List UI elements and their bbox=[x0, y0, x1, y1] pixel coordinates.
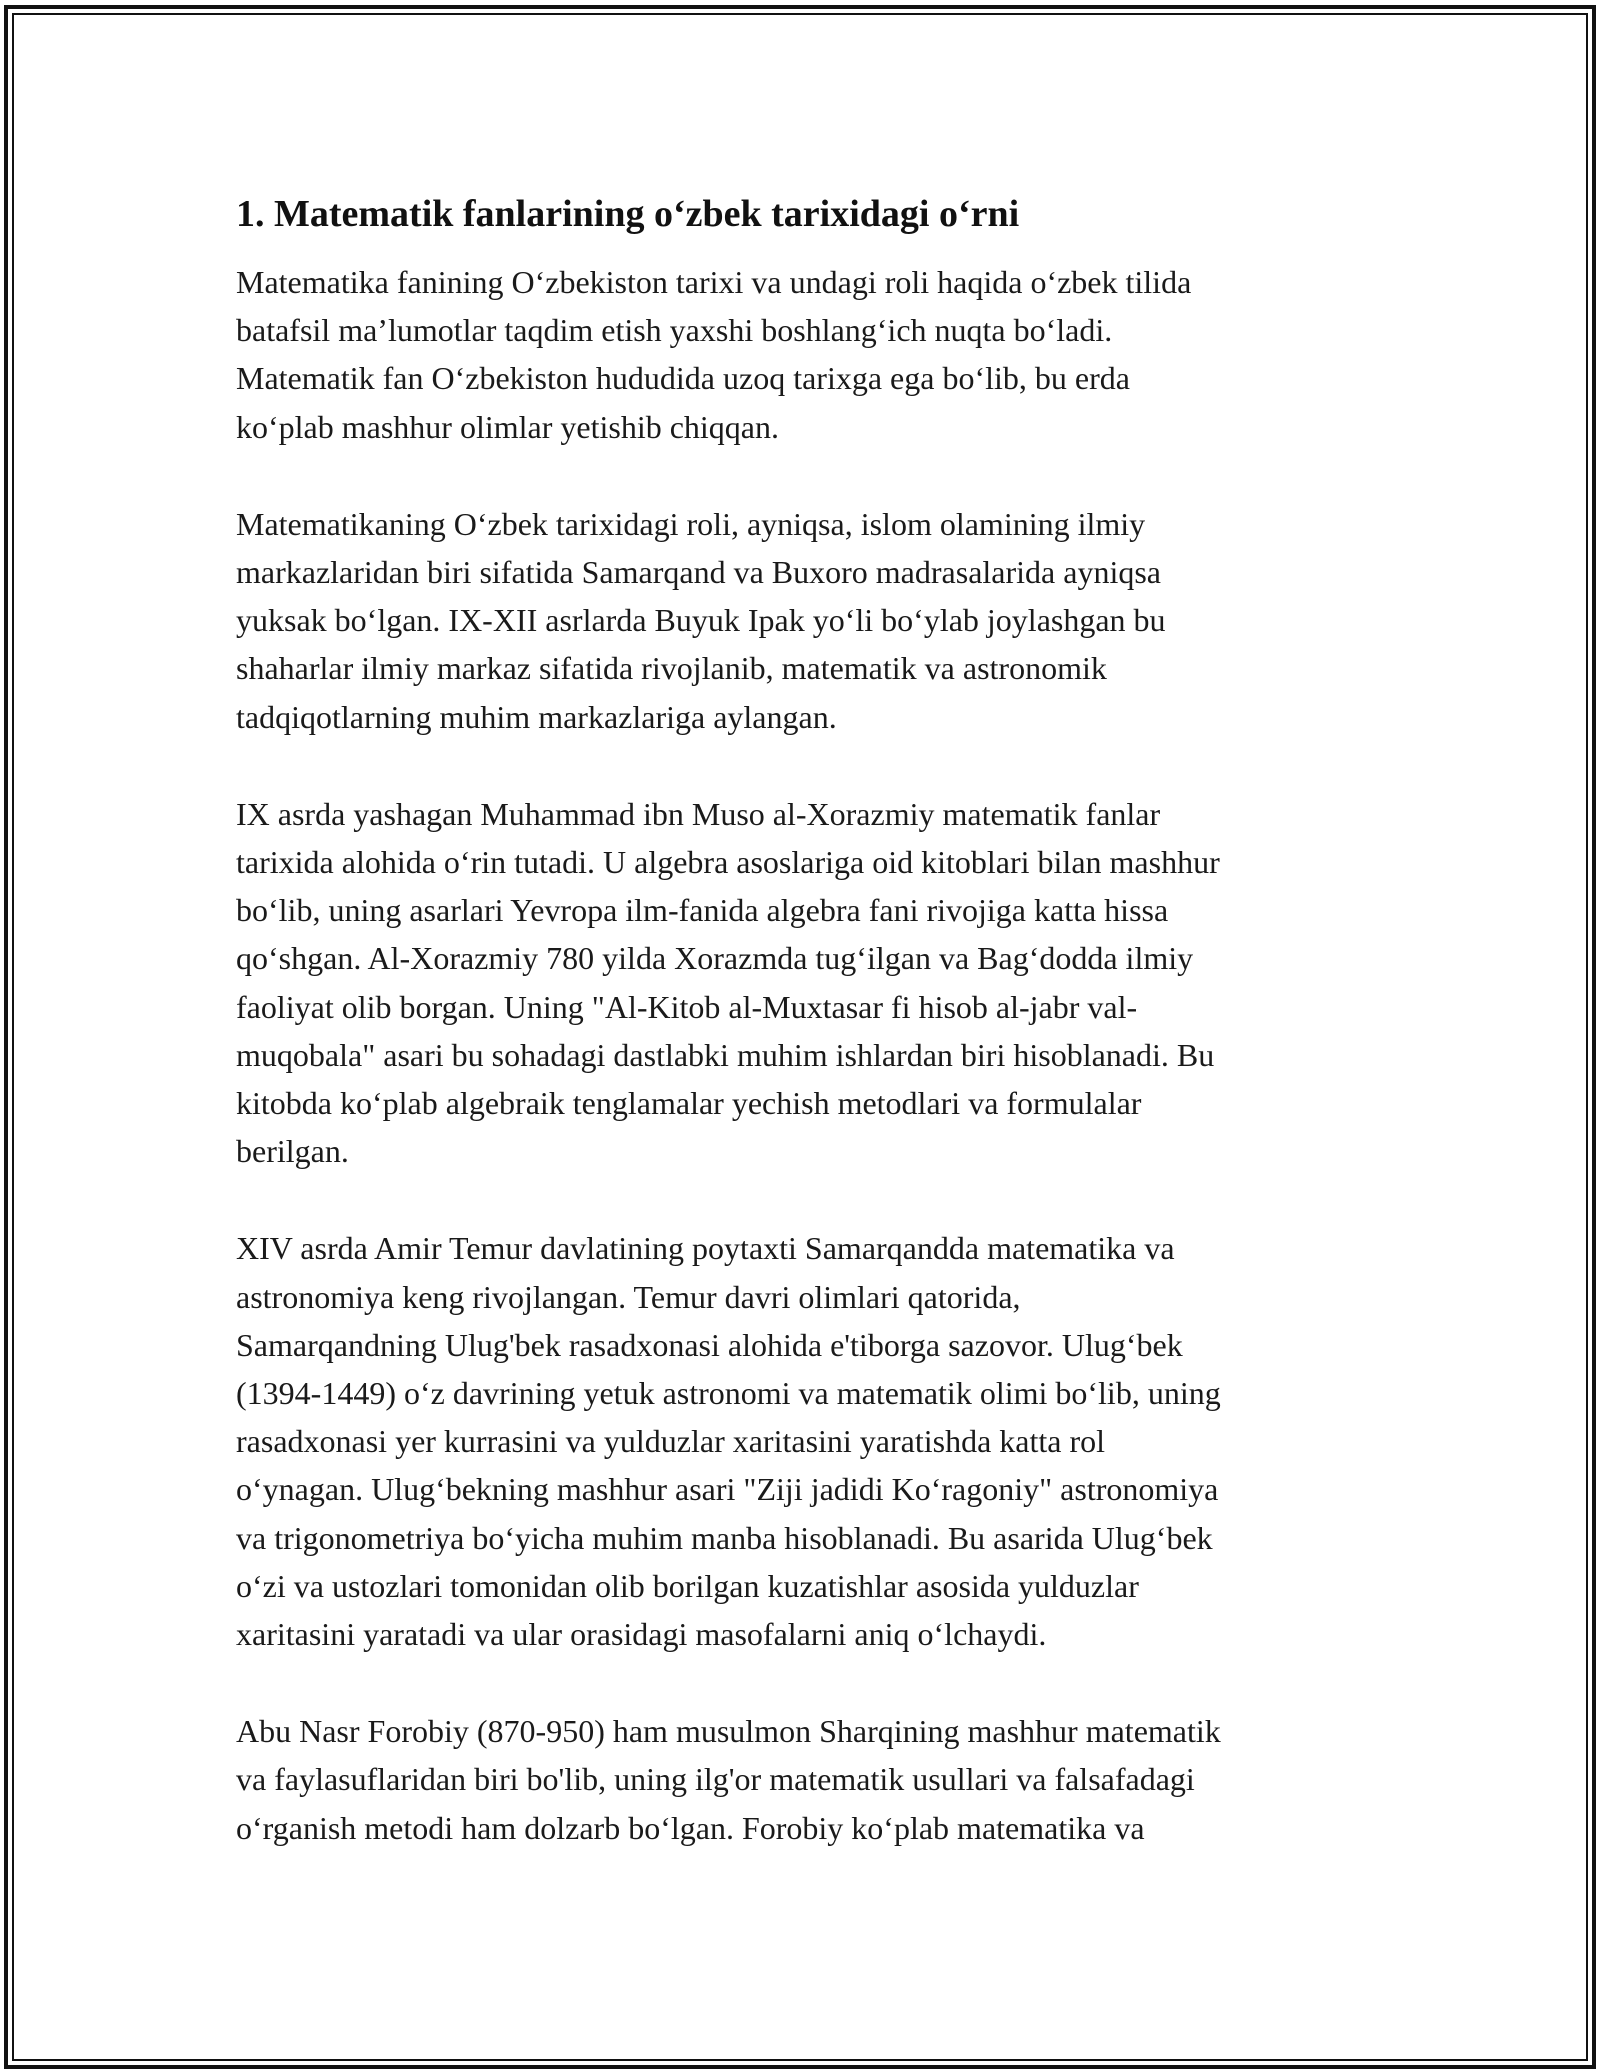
paragraph-al-xorazmiy bbox=[236, 790, 1396, 1176]
text-line: xaritasini yaratadi va ular orasidagi masofalarni aniq o‘lchaydi. bbox=[236, 1616, 1047, 1653]
section-heading: 1. Matematik fanlarining o‘zbek tarixidagi o‘rni bbox=[236, 193, 1020, 235]
paragraph-madrasas bbox=[236, 500, 1396, 741]
paragraph-forobiy bbox=[236, 1707, 1396, 1852]
text-line: Abu Nasr Forobiy (870-950) ham musulmon Sharqining mashhur matematik bbox=[236, 1713, 1221, 1750]
text-line: Matematika fanining O‘zbekiston tarixi va undagi roli haqida o‘zbek tilida bbox=[236, 264, 1192, 300]
text-line: o‘zi va ustozlari tomonidan olib borilgan kuzatishlar asosida yulduzlar bbox=[236, 1567, 1139, 1604]
text-line: tarixida alohida o‘rin tutadi. U algebra asoslariga oid kitoblari bilan mashhur bbox=[236, 844, 1220, 881]
text-line: shaharlar ilmiy markaz sifatida rivojlanib, matematik va astronomik bbox=[236, 650, 1107, 687]
text-line: batafsil ma’lumotlar taqdim etish yaxshi boshlang‘ich nuqta bo‘ladi. bbox=[236, 312, 1113, 349]
text-line: qo‘shgan. Al-Xorazmiy 780 yilda Xorazmda tug‘ilgan va Bag‘dodda ilmiy bbox=[236, 940, 1194, 977]
text-line: o‘rganish metodi ham dolzarb bo‘lgan. Forobiy ko‘plab matematika va bbox=[236, 1809, 1145, 1846]
text-line: tadqiqotlarning muhim markazlariga aylangan. bbox=[236, 698, 837, 735]
text-line: faoliyat olib borgan. Uning "Al-Kitob al-Muxtasar fi hisob al-jabr val- bbox=[236, 988, 1138, 1025]
text-line: o‘ynagan. Ulug‘bekning mashhur asari "Ziji jadidi Ko‘ragoniy" astronomiya bbox=[236, 1471, 1219, 1508]
text-line: rasadxonasi yer kurrasini va yulduzlar xaritasini yaratishda katta rol bbox=[236, 1423, 1106, 1460]
text-line: astronomiya keng rivojlangan. Temur davri olimlari qatorida, bbox=[236, 1278, 1021, 1315]
text-line: va faylasuflaridan biri bo'lib, uning ilg'or matematik usullari va falsafadagi bbox=[236, 1761, 1195, 1798]
text-line: XIV asrda Amir Temur davlatining poytaxti Samarqandda matematika va bbox=[236, 1230, 1175, 1267]
text-line: kitobda ko‘plab algebraik tenglamalar yechish metodlari va formulalar bbox=[236, 1085, 1142, 1122]
text-line: berilgan. bbox=[236, 1133, 349, 1170]
text-line: yuksak bo‘lgan. IX-XII asrlarda Buyuk Ipak yo‘li bo‘ylab joylashgan bu bbox=[236, 602, 1166, 639]
text-line: va trigonometriya bo‘yicha muhim manba hisoblanadi. Bu asarida Ulug‘bek bbox=[236, 1519, 1213, 1556]
document-body bbox=[236, 190, 1396, 1901]
text-line: Samarqandning Ulug'bek rasadxonasi alohida e'tiborga sazovor. Ulug‘bek bbox=[236, 1326, 1183, 1363]
text-line: markazlaridan biri sifatida Samarqand va Buxoro madrasalarida ayniqsa bbox=[236, 554, 1161, 591]
text-line: ko‘plab mashhur olimlar yetishib chiqqan. bbox=[236, 408, 779, 445]
text-line: muqobala" asari bu sohadagi dastlabki muhim ishlardan biri hisoblanadi. Bu bbox=[236, 1036, 1215, 1073]
paragraph-ulugbek bbox=[236, 1224, 1396, 1658]
text-line: (1394-1449) o‘z davrining yetuk astronomi va matematik olimi bo‘lib, uning bbox=[236, 1375, 1221, 1412]
text-line: Matematik fan O‘zbekiston hududida uzoq tarixga ega bo‘lib, bu erda bbox=[236, 360, 1130, 397]
text-line: bo‘lib, uning asarlari Yevropa ilm-fanida algebra fani rivojiga katta hissa bbox=[236, 892, 1169, 929]
text-line: IX asrda yashagan Muhammad ibn Muso al-Xorazmiy matematik fanlar bbox=[236, 795, 1161, 832]
paragraph-intro bbox=[236, 258, 1396, 451]
text-line: Matematikaning O‘zbek tarixidagi roli, ayniqsa, islom olamining ilmiy bbox=[236, 505, 1146, 542]
